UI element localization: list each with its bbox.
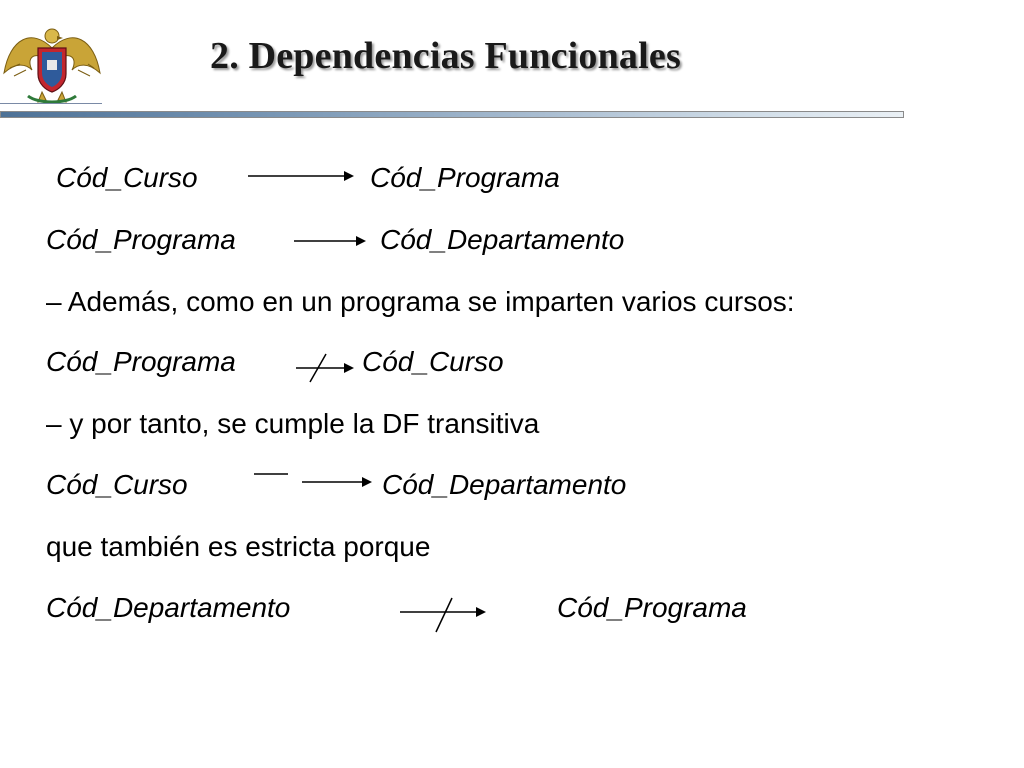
dependency-left: Cód_Programa (46, 346, 236, 377)
negated-arrow-icon (398, 594, 494, 634)
transitive-arrow-icon (254, 470, 374, 490)
body-text: que también es estricta porque (46, 531, 431, 562)
dependency-right: Cód_Departamento (380, 224, 625, 255)
university-crest-logo (2, 18, 102, 106)
body-text: – Además, como en un programa se imparten varios cursos: (46, 286, 795, 317)
negated-arrow-icon (290, 350, 360, 384)
logo-underline (0, 103, 102, 104)
arrow-icon (294, 233, 370, 249)
dependency-right: Cód_Departamento (382, 469, 627, 500)
dependency-right: Cód_Programa (557, 592, 747, 623)
dependency-left: Cód_Departamento (46, 592, 291, 623)
body-text: – y por tanto, se cumple la DF transitiva (46, 408, 540, 439)
dependency-right: Cód_Programa (370, 162, 560, 193)
slide-title: 2. Dependencias Funcionales (210, 35, 681, 77)
dependency-left: Cód_Curso (46, 469, 188, 500)
dependency-left: Cód_Curso (56, 162, 198, 193)
title-rule (0, 111, 904, 118)
dependency-left: Cód_Programa (46, 224, 236, 255)
dependency-right: Cód_Curso (362, 346, 504, 377)
arrow-icon (248, 168, 358, 184)
